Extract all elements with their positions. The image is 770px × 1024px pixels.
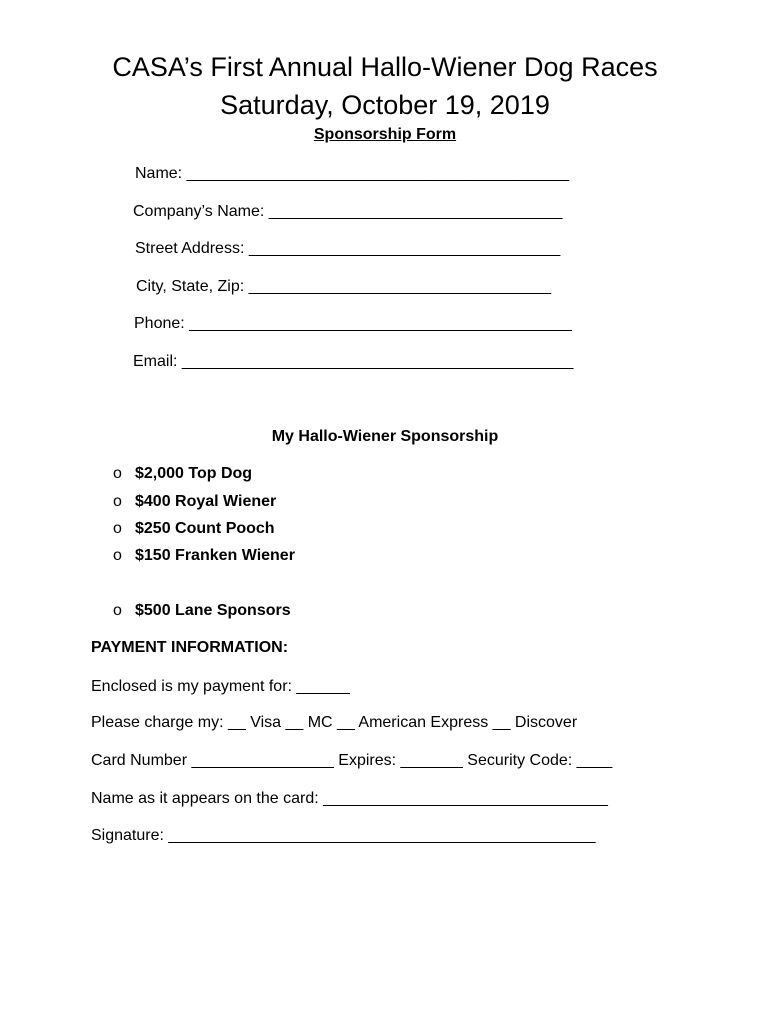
phone-field[interactable]: Phone: ___________________________________________ [134, 315, 572, 332]
option-label: $400 Royal Wiener [135, 493, 277, 510]
option-label: $250 Count Pooch [135, 520, 275, 537]
event-title: CASA’s First Annual Hallo-Wiener Dog Races [112, 52, 658, 82]
city-state-zip-field[interactable]: City, State, Zip: __________________________________ [136, 278, 552, 295]
checkbox-circle-icon[interactable]: o [113, 547, 122, 564]
street-address-field[interactable]: Street Address: ___________________________________ [135, 240, 561, 257]
sponsorship-option-royal-wiener[interactable] [113, 492, 276, 512]
sponsorship-section-title: My Hallo-Wiener Sponsorship [271, 428, 499, 445]
checkbox-circle-icon[interactable]: o [113, 602, 122, 619]
option-label: $500 Lane Sponsors [135, 602, 291, 619]
checkbox-circle-icon[interactable]: o [113, 520, 122, 537]
sponsorship-option-franken-wiener[interactable] [113, 546, 295, 566]
option-label: $2,000 Top Dog [135, 465, 253, 482]
company-name-field[interactable]: Company’s Name: _________________________________ [133, 203, 563, 220]
card-type-options[interactable]: Please charge my: __ Visa __ MC __ American Express __ Discover [91, 714, 578, 731]
option-label: $150 Franken Wiener [135, 547, 295, 564]
checkbox-circle-icon[interactable]: o [113, 465, 122, 482]
sponsorship-option-count-pooch[interactable] [113, 519, 275, 539]
sponsorship-option-top-dog[interactable] [113, 464, 252, 484]
email-field[interactable]: Email: ____________________________________________ [133, 353, 574, 370]
name-field[interactable]: Name: ___________________________________________ [135, 165, 570, 182]
cardholder-name-field[interactable]: Name as it appears on the card: ________________________________ [91, 790, 608, 807]
event-date: Saturday, October 19, 2019 [220, 90, 550, 120]
form-subtitle: Sponsorship Form [313, 126, 457, 143]
payment-section-title: PAYMENT INFORMATION: [91, 639, 289, 656]
card-details-field[interactable]: Card Number ________________ Expires: _______ Security Code: ____ [91, 752, 613, 769]
sponsorship-option-lane-sponsors[interactable] [113, 601, 291, 621]
payment-amount-field[interactable]: Enclosed is my payment for: ______ [91, 678, 350, 695]
checkbox-circle-icon[interactable]: o [113, 493, 122, 510]
signature-field[interactable]: Signature: ________________________________________________ [91, 827, 596, 844]
